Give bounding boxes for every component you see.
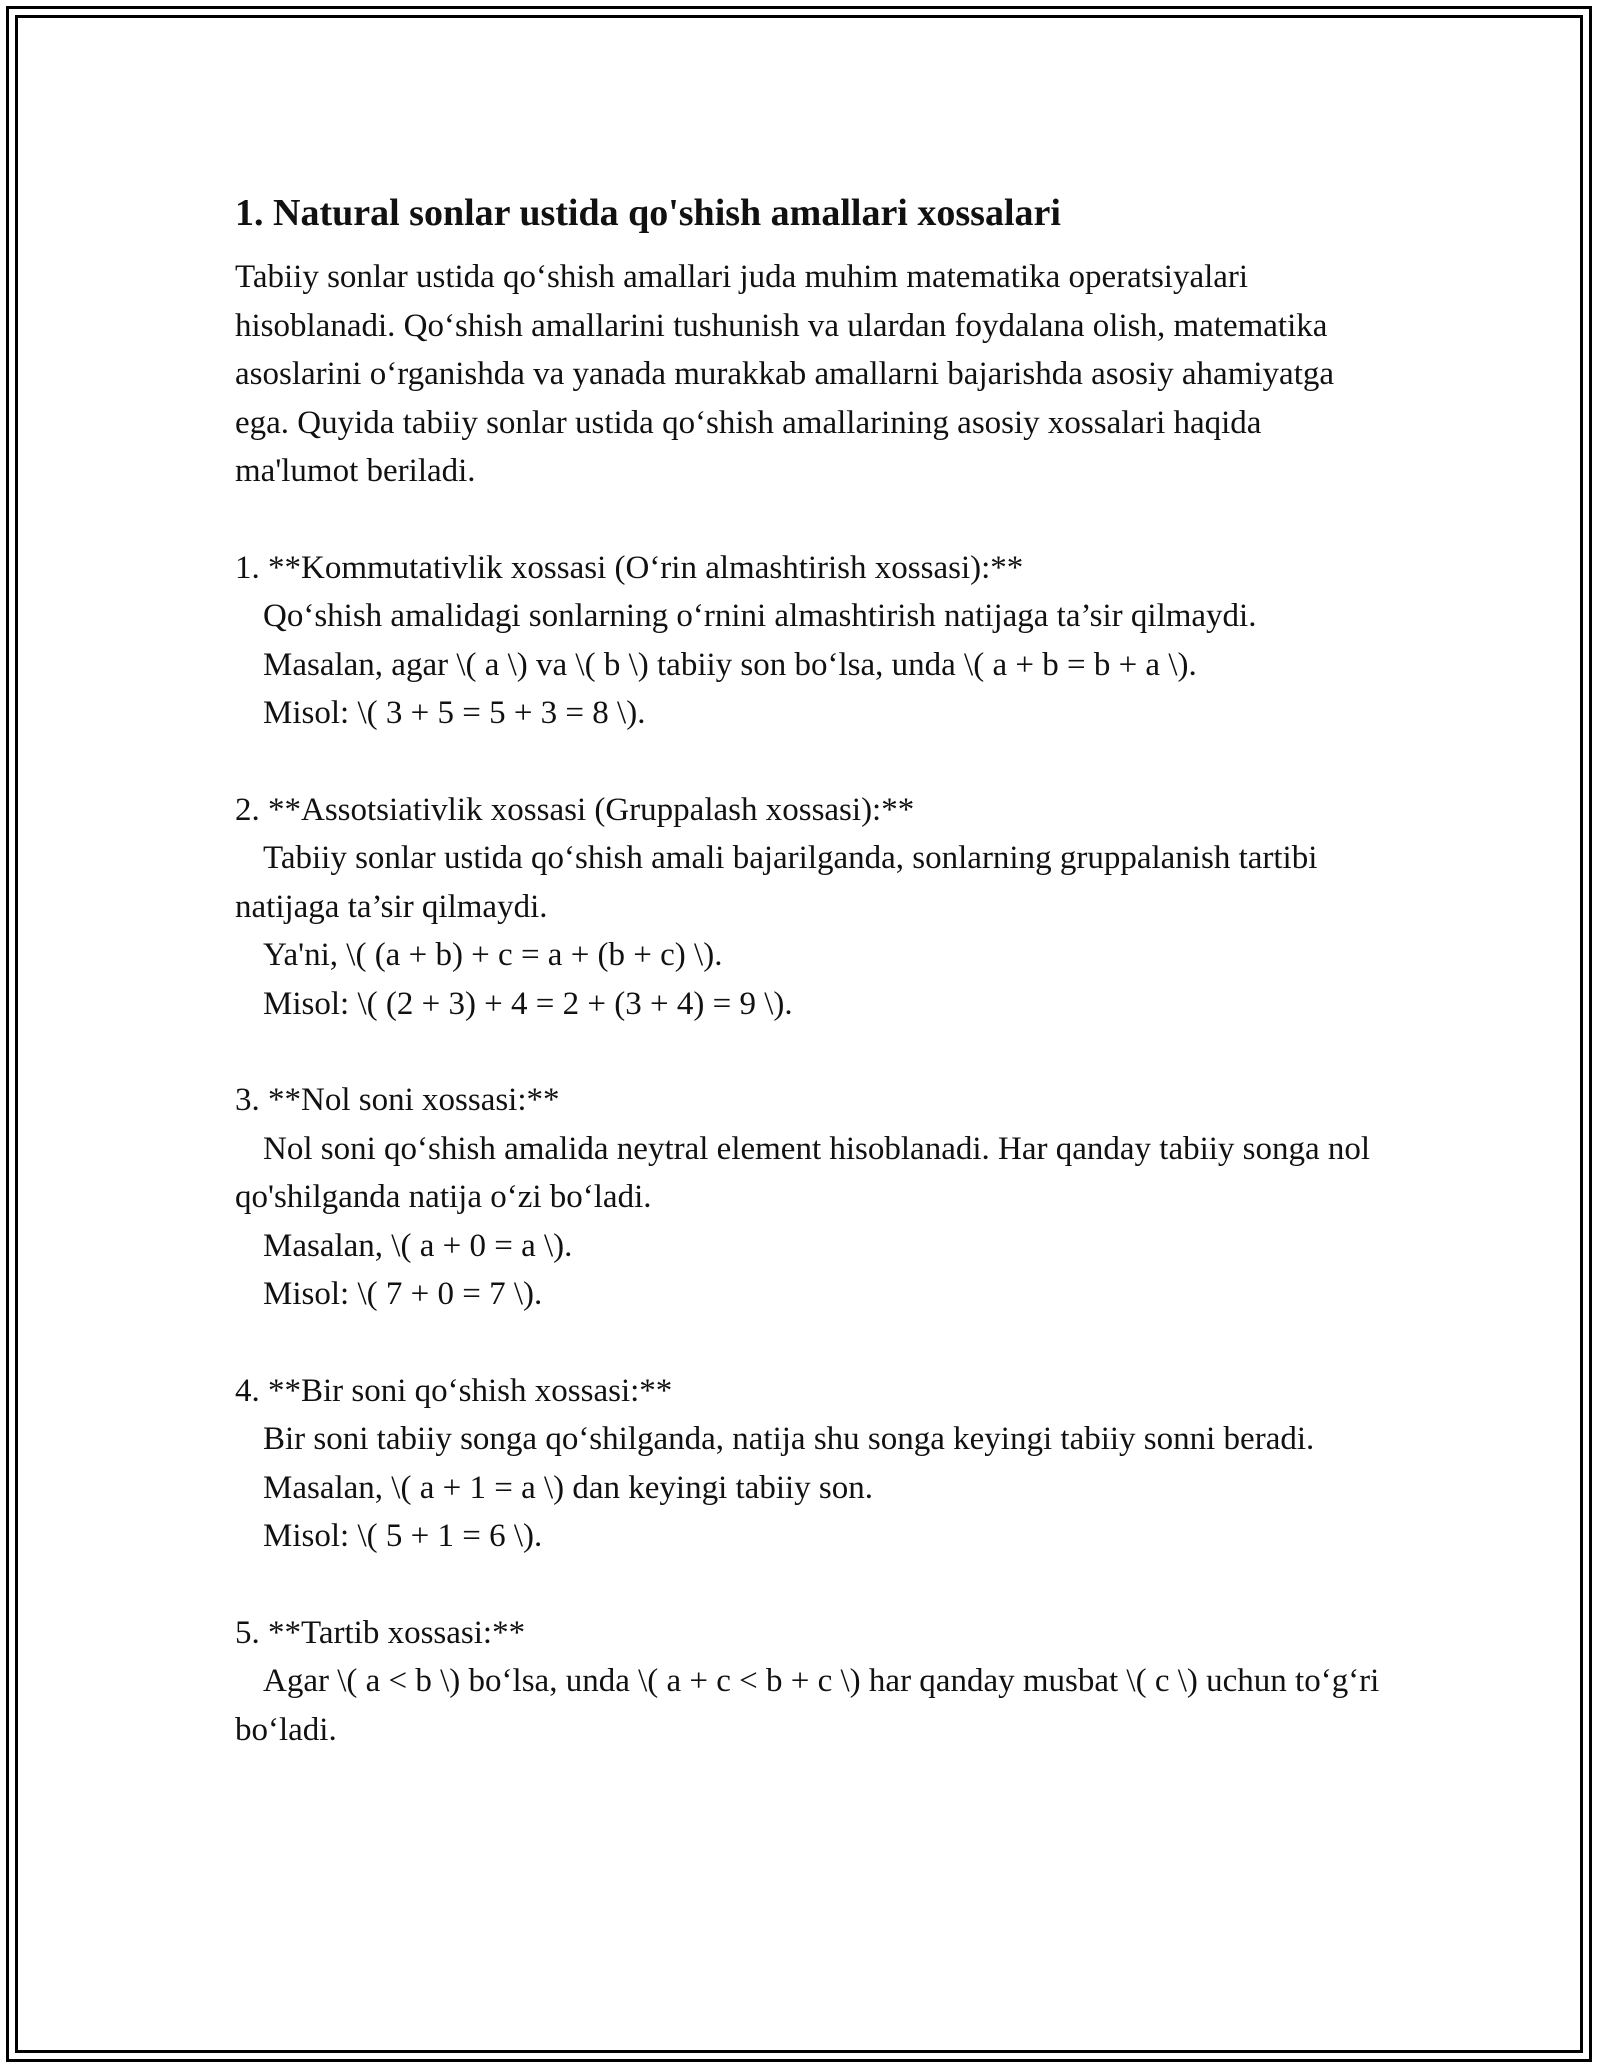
section-description: Nol soni qo‘shish amalida neytral element hisoblanadi. Har qanday tabiiy songa nol qo'shilganda natija o‘zi bo‘ladi. [235,1130,1371,1215]
section-description: Qo‘shish amalidagi sonlarning o‘rnini almashtirish natijaga ta’sir qilmaydi. [263,598,1257,634]
intro-paragraph: Tabiiy sonlar ustida qo‘shish amallari juda muhim matematika operatsiyalari hisoblanadi. Qo‘shish amallarini tushunish va ulardan foydalana olish, matematika asoslarini o‘rganishda va yanada murakkab amallarni bajarishda asosiy ahamiyatga ega. Quyida tabiiy sonlar ustida qo‘shish amallarining asosiy xossalari haqida ma'lumot beriladi. [235,259,1335,489]
section-example: Masalan, \( a + 1 = a \) dan keyingi tabiiy son. [263,1469,874,1506]
section-example: Ya'ni, \( (a + b) + c = a + (b + c) \). [263,937,723,973]
section-heading: 2. **Assotsiativlik xossasi (Gruppalash xossasi):** [235,791,915,828]
section-description: Agar \( a < b \) bo‘lsa, unda \( a + c < b + c \) har qanday musbat \( c \) uchun to‘g‘ri bo‘ladi. [235,1663,1380,1748]
section-one [235,1367,1385,1561]
section-order [235,1609,1385,1755]
section-associative [235,786,1385,1029]
section-description: Tabiiy sonlar ustida qo‘shish amali bajarilganda, sonlarning gruppalanish tartibi natijaga ta’sir qilmaydi. [235,840,1318,925]
section-description: Bir soni tabiiy songa qo‘shilganda, natija shu songa keyingi tabiiy sonni beradi. [263,1421,1315,1457]
section-misol: Misol: \( (2 + 3) + 4 = 2 + (3 + 4) = 9 \). [263,985,793,1022]
section-heading: 4. **Bir soni qo‘shish xossasi:** [235,1372,673,1409]
page-title: 1. Natural sonlar ustida qo'shish amallari xossalari [235,192,1061,234]
section-heading: 3. **Nol soni xossasi:** [235,1082,560,1118]
section-heading: 5. **Tartib xossasi:** [235,1614,526,1651]
section-misol: Misol: \( 7 + 0 = 7 \). [263,1276,543,1312]
section-misol: Misol: \( 3 + 5 = 5 + 3 = 8 \). [263,695,646,731]
section-heading: 1. **Kommutativlik xossasi (O‘rin almashtirish xossasi):** [235,549,1024,586]
document-body [235,185,1385,1754]
section-example: Masalan, \( a + 0 = a \). [263,1227,573,1264]
section-example: Masalan, agar \( a \) va \( b \) tabiiy son bo‘lsa, unda \( a + b = b + a \). [263,646,1197,683]
section-zero [235,1076,1385,1319]
section-misol: Misol: \( 5 + 1 = 6 \). [263,1518,543,1554]
section-commutative [235,544,1385,738]
